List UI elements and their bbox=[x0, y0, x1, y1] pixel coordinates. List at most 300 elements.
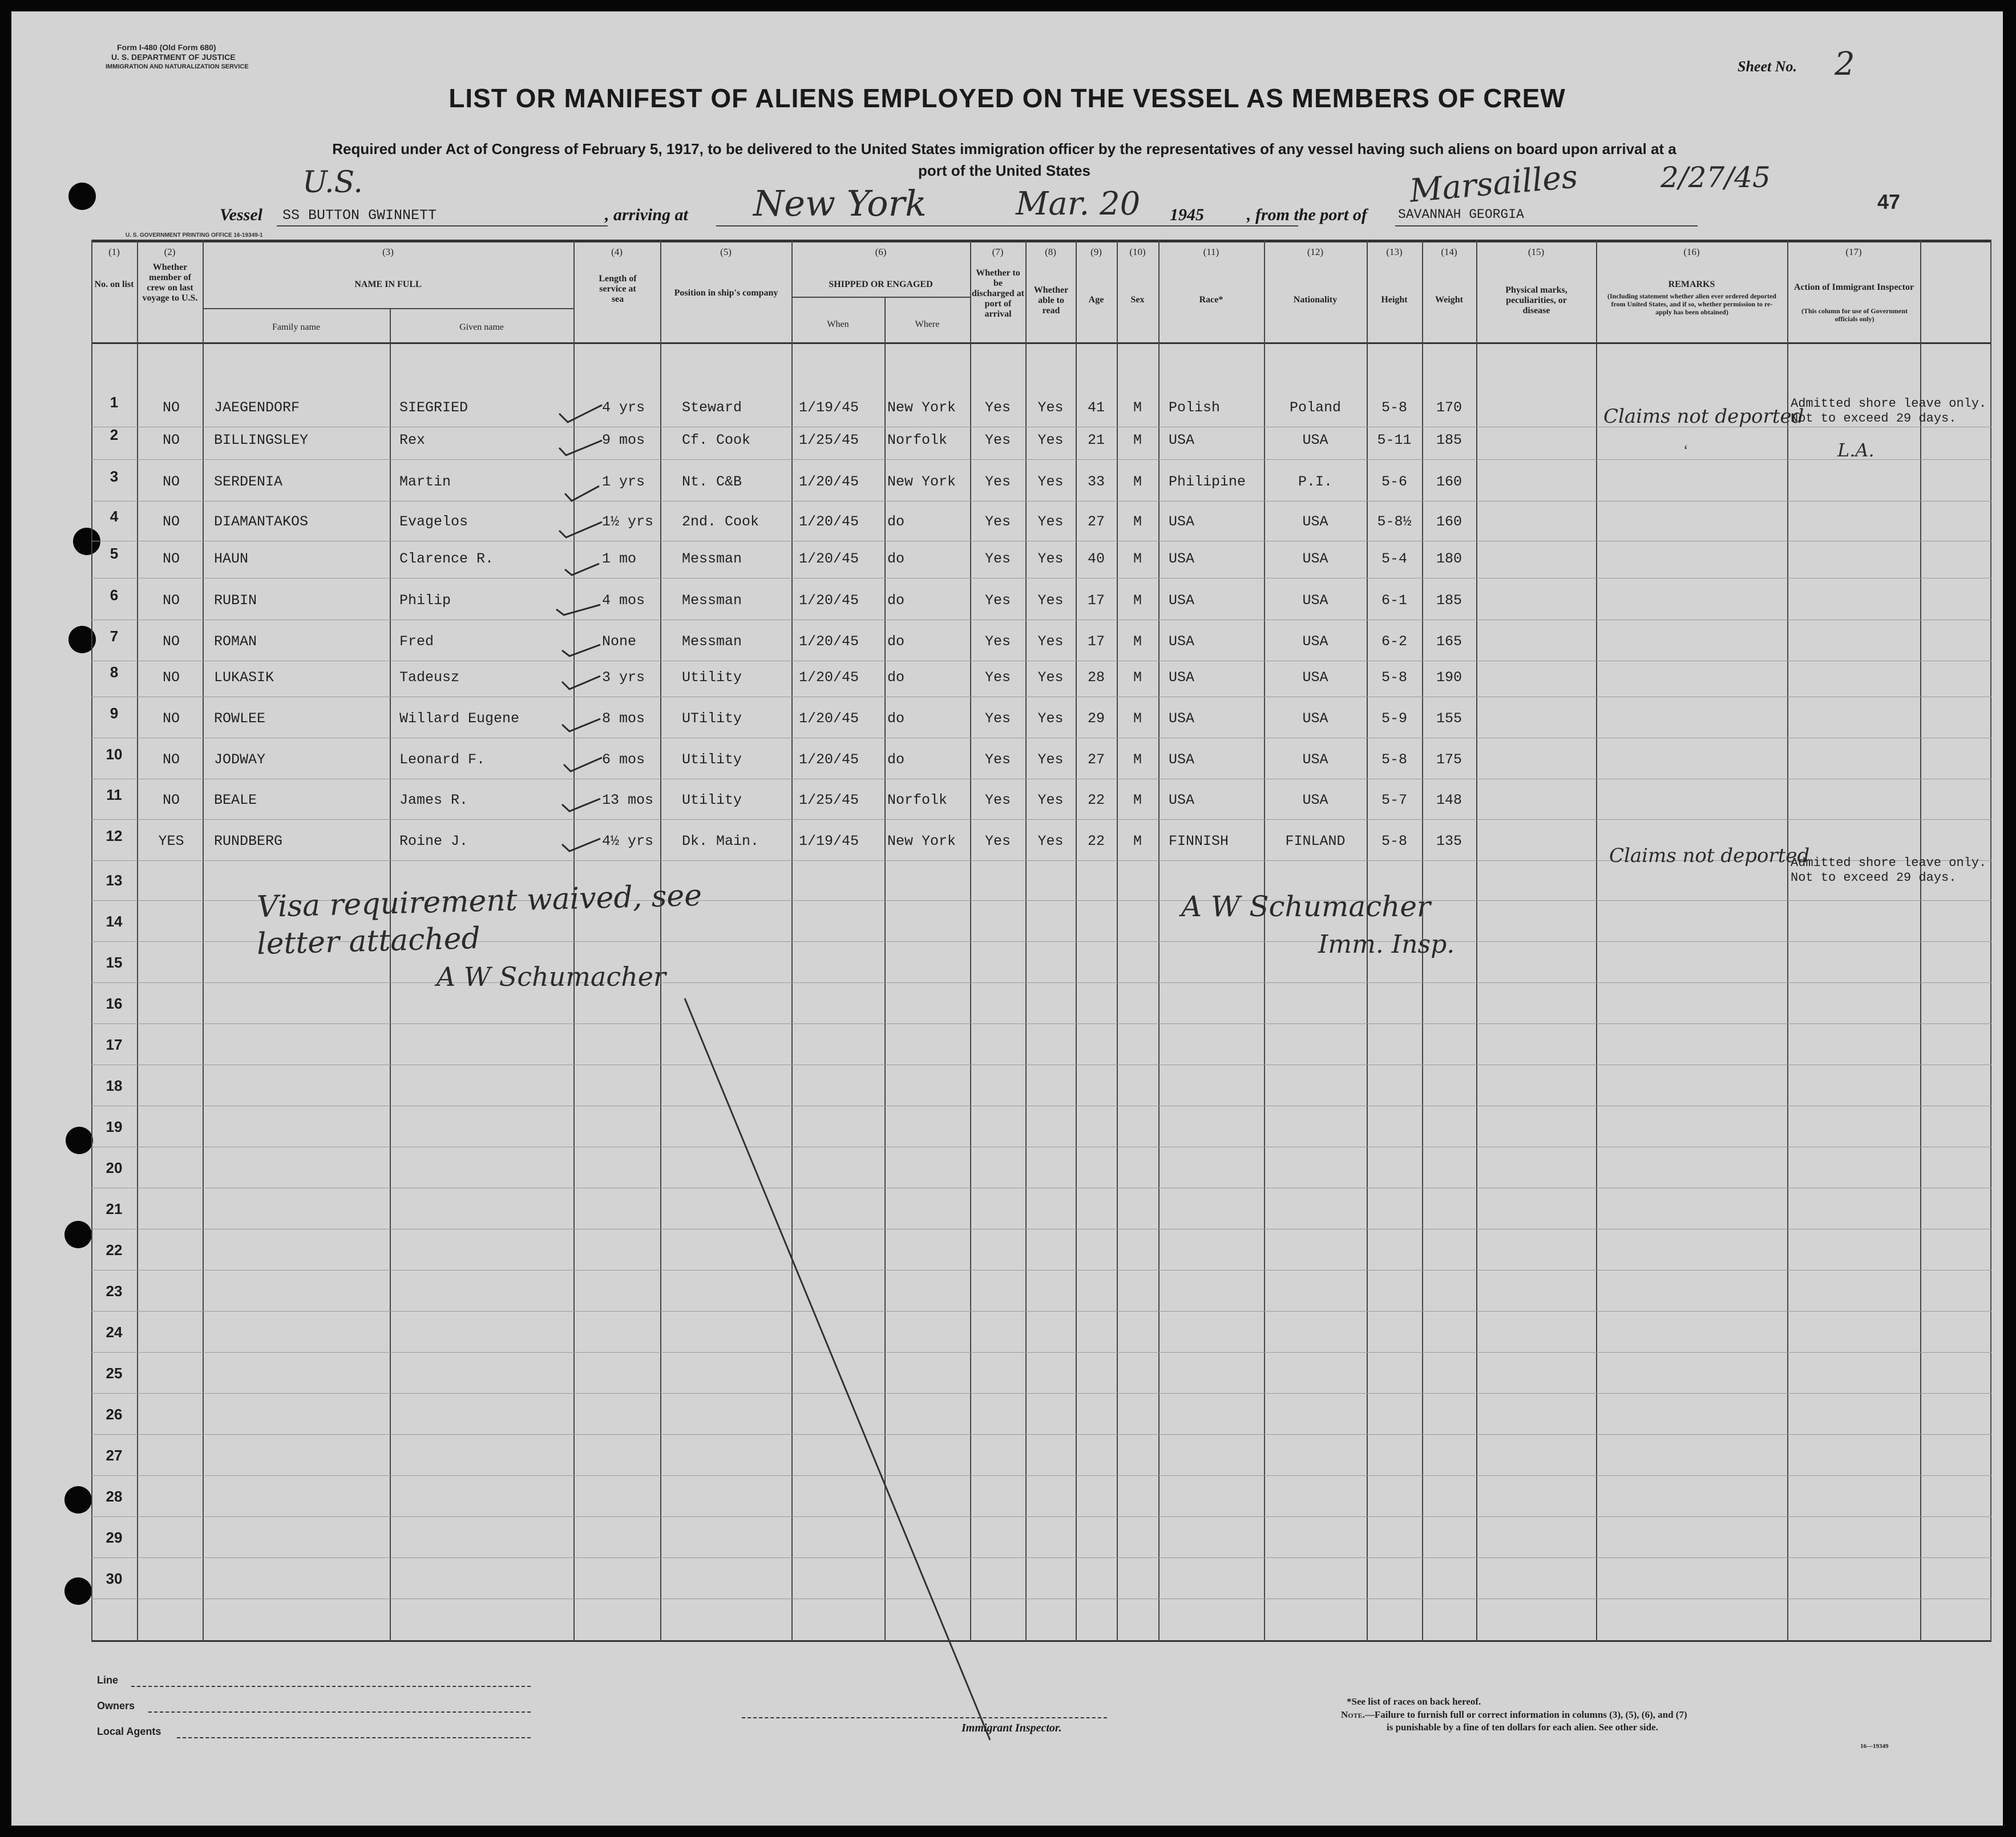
vessel-name: SS BUTTON GWINNETT bbox=[282, 207, 437, 224]
cell-when: 1/20/45 bbox=[799, 710, 859, 727]
column-number: (2) bbox=[164, 246, 176, 257]
from-port: SAVANNAH GEORGIA bbox=[1398, 207, 1524, 222]
row-number: 16 bbox=[106, 995, 123, 1012]
cell-height: 5-8 bbox=[1381, 669, 1407, 686]
cell-race: USA bbox=[1169, 633, 1195, 650]
cell-family: HAUN bbox=[214, 551, 249, 567]
cell-service: 1 yrs bbox=[602, 474, 645, 490]
col-divider bbox=[1990, 240, 1991, 1641]
inspector-title: Imm. Insp. bbox=[1318, 930, 1455, 959]
cell-height: 6-2 bbox=[1381, 633, 1407, 650]
cell-service: 6 mos bbox=[602, 751, 645, 768]
name-subheader-rule bbox=[203, 308, 573, 309]
cell-height: 5-7 bbox=[1381, 792, 1407, 808]
row-number: 25 bbox=[106, 1365, 123, 1382]
cell-race: USA bbox=[1169, 513, 1195, 530]
local-agents-field bbox=[177, 1737, 531, 1739]
col-divider bbox=[1117, 240, 1118, 1641]
pen-stroke bbox=[679, 993, 999, 1746]
cell-discharged: Yes bbox=[984, 633, 1011, 650]
cell-sex: M bbox=[1133, 710, 1142, 727]
row-number: 4 bbox=[110, 508, 119, 525]
cell-last-voyage: NO bbox=[162, 633, 180, 650]
cell-race: USA bbox=[1169, 710, 1195, 727]
column-header-where: Where bbox=[915, 319, 940, 329]
remark-handwritten-row-12: Claims not deported bbox=[1609, 844, 1810, 867]
cell-when: 1/20/45 bbox=[799, 551, 859, 567]
cell-service: 4½ yrs bbox=[602, 833, 654, 849]
cell-height: 6-1 bbox=[1381, 592, 1407, 609]
cell-given: Tadeusz bbox=[399, 669, 460, 686]
cell-service: 8 mos bbox=[602, 710, 645, 727]
column-number: (11) bbox=[1203, 246, 1219, 257]
cell-family: ROWLEE bbox=[214, 710, 266, 727]
cell-service: 4 mos bbox=[602, 592, 645, 609]
cell-race: Polish bbox=[1169, 399, 1221, 416]
cell-nationality: USA bbox=[1302, 551, 1328, 567]
cell-given: Clarence R. bbox=[399, 551, 494, 567]
cell-read: Yes bbox=[1037, 833, 1064, 849]
cell-service: 9 mos bbox=[602, 432, 645, 448]
cell-sex: M bbox=[1133, 592, 1142, 609]
cell-when: 1/20/45 bbox=[799, 592, 859, 609]
col-divider bbox=[203, 240, 204, 1641]
cell-race: USA bbox=[1169, 432, 1195, 448]
cell-last-voyage: NO bbox=[162, 592, 180, 609]
visa-waiver-line-1: Visa requirement waived, see bbox=[256, 878, 702, 925]
row-rule bbox=[91, 1475, 1991, 1476]
col-divider bbox=[1076, 240, 1077, 1641]
action-row-1: Admitted shore leave only. Not to exceed 29 days. bbox=[1791, 396, 1987, 426]
column-header-position: Position in ship's company bbox=[674, 288, 778, 298]
cell-given: Martin bbox=[399, 474, 451, 490]
cell-nationality: USA bbox=[1302, 513, 1328, 530]
arriving-label: , arriving at bbox=[605, 205, 688, 224]
col-divider bbox=[1920, 240, 1921, 1641]
cell-service: 4 yrs bbox=[602, 399, 645, 416]
cell-read: Yes bbox=[1037, 399, 1064, 416]
subtitle-line-1: Required under Act of Congress of February 5, 1917, to be delivered to the United States immigration officer by the representatives of any vessel having such aliens on board upon arrival at a bbox=[332, 140, 1676, 157]
cell-when: 1/25/45 bbox=[799, 432, 859, 448]
cell-when: 1/25/45 bbox=[799, 792, 859, 808]
column-number: (14) bbox=[1441, 246, 1457, 257]
cell-position: UTility bbox=[682, 710, 742, 727]
row-number: 12 bbox=[106, 827, 123, 844]
cell-height: 5-8 bbox=[1381, 751, 1407, 768]
cell-nationality: USA bbox=[1302, 792, 1328, 808]
column-header-name: NAME IN FULL bbox=[354, 280, 422, 289]
cell-position: 2nd. Cook bbox=[682, 513, 759, 530]
cell-where: do bbox=[887, 592, 905, 609]
arrival-year: 1945 bbox=[1170, 205, 1204, 224]
col-divider bbox=[660, 240, 661, 1641]
cell-weight: 160 bbox=[1436, 474, 1462, 490]
cell-nationality: USA bbox=[1302, 432, 1328, 448]
cell-family: RUBIN bbox=[214, 592, 257, 609]
column-header-family-name: Family name bbox=[272, 322, 320, 332]
column-number: (4) bbox=[611, 246, 623, 257]
cell-where: do bbox=[887, 551, 905, 567]
column-number: (12) bbox=[1307, 246, 1324, 257]
row-number: 28 bbox=[106, 1488, 123, 1505]
cell-last-voyage: YES bbox=[158, 833, 184, 849]
sheet-number-label: Sheet No. bbox=[1738, 58, 1797, 75]
cell-last-voyage: NO bbox=[162, 474, 180, 490]
cell-given: SIEGRIED bbox=[399, 399, 468, 416]
column-header-height: Height bbox=[1381, 295, 1408, 305]
cell-weight: 165 bbox=[1436, 633, 1462, 650]
cell-position: Utility bbox=[682, 669, 742, 686]
row-rule bbox=[91, 819, 1991, 820]
cell-where: do bbox=[887, 669, 905, 686]
cell-age: 27 bbox=[1087, 513, 1105, 530]
cell-family: SERDENIA bbox=[214, 474, 283, 490]
row-number: 2 bbox=[110, 426, 119, 443]
cell-service: 3 yrs bbox=[602, 669, 645, 686]
column-header-race: Race* bbox=[1199, 295, 1223, 305]
cell-service: 13 mos bbox=[602, 792, 654, 808]
vessel-annotation: U.S. bbox=[302, 165, 363, 200]
line-field bbox=[131, 1686, 531, 1688]
column-header-remarks: REMARKS bbox=[1668, 280, 1715, 289]
local-agents-label: Local Agents bbox=[97, 1726, 161, 1737]
fine-note-label: Note. bbox=[1341, 1709, 1365, 1720]
cell-read: Yes bbox=[1037, 751, 1064, 768]
cell-age: 27 bbox=[1087, 751, 1105, 768]
column-header-discharged: Whether to be discharged at port of arrival bbox=[972, 268, 1024, 319]
from-port-label: , from the port of bbox=[1247, 205, 1367, 224]
cell-read: Yes bbox=[1037, 633, 1064, 650]
cell-race: FINNISH bbox=[1169, 833, 1229, 849]
row-rule bbox=[91, 1393, 1991, 1394]
form-number: Form I-480 (Old Form 680) bbox=[117, 43, 216, 52]
cell-position: Messman bbox=[682, 633, 742, 650]
column-header-nationality: Nationality bbox=[1293, 295, 1338, 305]
cell-height: 5-8 bbox=[1381, 833, 1407, 849]
col-divider bbox=[390, 308, 391, 1641]
row-rule bbox=[91, 1557, 1991, 1558]
row-number: 7 bbox=[110, 628, 119, 645]
cell-discharged: Yes bbox=[984, 592, 1011, 609]
cell-race: Philipine bbox=[1169, 474, 1246, 490]
cell-nationality: USA bbox=[1302, 710, 1328, 727]
cell-nationality: USA bbox=[1302, 592, 1328, 609]
cell-nationality: FINLAND bbox=[1285, 833, 1346, 849]
cell-height: 5-6 bbox=[1381, 474, 1407, 490]
row-number: 20 bbox=[106, 1159, 123, 1176]
row-rule bbox=[91, 982, 1991, 983]
inspector-signature: A W Schumacher bbox=[1181, 890, 1431, 923]
col-divider bbox=[91, 240, 92, 1641]
col-divider bbox=[1025, 240, 1027, 1641]
arriving-port: New York bbox=[753, 183, 927, 224]
cell-discharged: Yes bbox=[984, 432, 1011, 448]
cell-age: 22 bbox=[1087, 833, 1105, 849]
cell-discharged: Yes bbox=[984, 710, 1011, 727]
cell-when: 1/20/45 bbox=[799, 633, 859, 650]
column-number: (6) bbox=[875, 246, 887, 257]
row-number: 23 bbox=[106, 1282, 123, 1300]
immigrant-inspector-label: Immigrant Inspector. bbox=[961, 1722, 1062, 1734]
cell-last-voyage: NO bbox=[162, 792, 180, 808]
date-note: 2/27/45 bbox=[1661, 161, 1771, 194]
column-header-service: Length of service at sea bbox=[599, 274, 637, 304]
from-port-underline bbox=[1395, 225, 1698, 226]
punch-hole bbox=[68, 183, 96, 210]
cell-age: 17 bbox=[1087, 633, 1105, 650]
cell-last-voyage: NO bbox=[162, 751, 180, 768]
cell-given: Philip bbox=[399, 592, 451, 609]
cell-sex: M bbox=[1133, 669, 1142, 686]
cell-where: Norfolk bbox=[887, 432, 948, 448]
cell-where: do bbox=[887, 633, 905, 650]
cell-last-voyage: NO bbox=[162, 710, 180, 727]
cell-family: DIAMANTAKOS bbox=[214, 513, 309, 530]
col-divider bbox=[137, 240, 138, 1641]
column-number: (16) bbox=[1683, 246, 1700, 257]
column-header-action: Action of Immigrant Inspector bbox=[1793, 282, 1914, 292]
column-header-age: Age bbox=[1088, 295, 1104, 305]
inspector-signature-line bbox=[742, 1717, 1107, 1719]
cell-position: Utility bbox=[682, 792, 742, 808]
col-divider bbox=[1476, 240, 1477, 1641]
punch-hole bbox=[64, 1221, 92, 1248]
row-number: 8 bbox=[110, 663, 119, 681]
cell-where: New York bbox=[887, 399, 956, 416]
column-number: (8) bbox=[1045, 246, 1056, 257]
cell-where: Norfolk bbox=[887, 792, 948, 808]
col-divider bbox=[1264, 240, 1265, 1641]
cell-last-voyage: NO bbox=[162, 399, 180, 416]
cell-family: JODWAY bbox=[214, 751, 266, 768]
cell-age: 40 bbox=[1087, 551, 1105, 567]
cell-given: Rex bbox=[399, 432, 426, 448]
row-number: 27 bbox=[106, 1447, 123, 1464]
cell-age: 21 bbox=[1087, 432, 1105, 448]
cell-race: USA bbox=[1169, 751, 1195, 768]
cell-nationality: P.I. bbox=[1298, 474, 1332, 490]
cell-discharged: Yes bbox=[984, 751, 1011, 768]
row-rule bbox=[91, 459, 1991, 460]
column-number: (3) bbox=[382, 246, 394, 257]
page-subtitle bbox=[97, 138, 1912, 181]
cell-where: do bbox=[887, 751, 905, 768]
cell-when: 1/20/45 bbox=[799, 474, 859, 490]
cell-family: BILLINGSLEY bbox=[214, 432, 309, 448]
column-number: (9) bbox=[1090, 246, 1102, 257]
cell-read: Yes bbox=[1037, 432, 1064, 448]
row-number: 5 bbox=[110, 545, 119, 562]
row-rule bbox=[91, 1023, 1991, 1024]
cell-family: RUNDBERG bbox=[214, 833, 283, 849]
cell-when: 1/19/45 bbox=[799, 833, 859, 849]
row-number: 22 bbox=[106, 1241, 123, 1259]
cell-discharged: Yes bbox=[984, 833, 1011, 849]
cell-age: 28 bbox=[1087, 669, 1105, 686]
cell-weight: 155 bbox=[1436, 710, 1462, 727]
cell-discharged: Yes bbox=[984, 551, 1011, 567]
row-number: 15 bbox=[106, 954, 123, 971]
cell-age: 17 bbox=[1087, 592, 1105, 609]
cell-discharged: Yes bbox=[984, 669, 1011, 686]
cell-sex: M bbox=[1133, 513, 1142, 530]
fine-note-text-1: —Failure to furnish full or correct information in columns (3), (5), (6), and (7) bbox=[1364, 1709, 1687, 1720]
row-number: 21 bbox=[106, 1200, 123, 1217]
column-header-shipped: SHIPPED OR ENGAGED bbox=[829, 280, 933, 289]
cell-height: 5-4 bbox=[1381, 551, 1407, 567]
sheet-number: 2 bbox=[1835, 46, 1855, 83]
row-number: 17 bbox=[106, 1036, 123, 1053]
cell-read: Yes bbox=[1037, 592, 1064, 609]
cell-last-voyage: NO bbox=[162, 513, 180, 530]
cell-age: 22 bbox=[1087, 792, 1105, 808]
cell-weight: 185 bbox=[1436, 432, 1462, 448]
cell-family: BEALE bbox=[214, 792, 257, 808]
row-number: 18 bbox=[106, 1077, 123, 1094]
row-rule bbox=[91, 1311, 1991, 1312]
row-number: 30 bbox=[106, 1570, 123, 1587]
owners-label: Owners bbox=[97, 1700, 135, 1711]
subtitle-line-2: port of the United States bbox=[918, 162, 1090, 179]
cell-given: Fred bbox=[399, 633, 434, 650]
cell-discharged: Yes bbox=[984, 399, 1011, 416]
cell-weight: 148 bbox=[1436, 792, 1462, 808]
column-number: (13) bbox=[1386, 246, 1403, 257]
table-top-rule bbox=[91, 240, 1991, 242]
cell-nationality: USA bbox=[1302, 751, 1328, 768]
cell-service: 1 mo bbox=[602, 551, 637, 567]
cell-service: 1½ yrs bbox=[602, 513, 654, 530]
form-code: 16—19349 bbox=[1860, 1743, 1889, 1750]
column-number: (15) bbox=[1528, 246, 1545, 257]
row-number: 24 bbox=[106, 1324, 123, 1341]
cell-position: Dk. Main. bbox=[682, 833, 759, 849]
cell-read: Yes bbox=[1037, 792, 1064, 808]
cell-where: do bbox=[887, 513, 905, 530]
cell-sex: M bbox=[1133, 432, 1142, 448]
cell-read: Yes bbox=[1037, 669, 1064, 686]
column-header-when: When bbox=[827, 319, 849, 329]
cell-family: JAEGENDORF bbox=[214, 399, 300, 416]
fine-note-continued: is punishable by a fine of ten dollars for each alien. See other side. bbox=[1387, 1722, 1658, 1733]
cell-height: 5-9 bbox=[1381, 710, 1407, 727]
cell-age: 33 bbox=[1087, 474, 1105, 490]
row-number: 19 bbox=[106, 1118, 123, 1135]
race-note: *See list of races on back hereof. bbox=[1347, 1696, 1481, 1707]
cell-position: Cf. Cook bbox=[682, 432, 751, 448]
row-number: 29 bbox=[106, 1529, 123, 1546]
col-divider bbox=[1158, 240, 1159, 1641]
column-number: (17) bbox=[1845, 246, 1862, 257]
service-tick-marks bbox=[548, 388, 605, 879]
arrival-date: Mar. 20 bbox=[1016, 185, 1141, 222]
from-port-handwritten: Marsailles bbox=[1408, 158, 1579, 210]
page-stamp: 47 bbox=[1877, 190, 1901, 213]
cell-family: ROMAN bbox=[214, 633, 257, 650]
department-name: U. S. DEPARTMENT OF JUSTICE bbox=[111, 52, 236, 62]
cell-nationality: USA bbox=[1302, 633, 1328, 650]
owners-field bbox=[148, 1711, 531, 1714]
cell-weight: 170 bbox=[1436, 399, 1462, 416]
cell-race: USA bbox=[1169, 669, 1195, 686]
table-bottom-rule bbox=[91, 1640, 1991, 1642]
row-number: 26 bbox=[106, 1406, 123, 1423]
cell-last-voyage: NO bbox=[162, 551, 180, 567]
cell-read: Yes bbox=[1037, 513, 1064, 530]
column-number: (7) bbox=[992, 246, 1004, 257]
cell-nationality: USA bbox=[1302, 669, 1328, 686]
cell-given: Leonard F. bbox=[399, 751, 486, 768]
cell-age: 41 bbox=[1087, 399, 1105, 416]
cell-race: USA bbox=[1169, 592, 1195, 609]
row-number: 9 bbox=[110, 705, 119, 722]
vessel-label: Vessel bbox=[220, 205, 262, 224]
cell-discharged: Yes bbox=[984, 513, 1011, 530]
punch-hole bbox=[64, 1577, 92, 1605]
cell-position: Messman bbox=[682, 592, 742, 609]
cell-height: 5-8 bbox=[1381, 399, 1407, 416]
cell-race: USA bbox=[1169, 551, 1195, 567]
printing-office: U. S. GOVERNMENT PRINTING OFFICE 16-19349-1 bbox=[126, 232, 263, 238]
col-divider bbox=[1596, 240, 1597, 1641]
cell-age: 29 bbox=[1087, 710, 1105, 727]
cell-weight: 175 bbox=[1436, 751, 1462, 768]
column-number: (5) bbox=[720, 246, 732, 257]
cell-read: Yes bbox=[1037, 551, 1064, 567]
cell-weight: 190 bbox=[1436, 669, 1462, 686]
column-header-weight: Weight bbox=[1435, 295, 1463, 305]
action-row-2: L.A. bbox=[1837, 439, 1874, 461]
row-number: 3 bbox=[110, 468, 119, 485]
cell-sex: M bbox=[1133, 474, 1142, 490]
row-number: 14 bbox=[106, 913, 123, 930]
cell-height: 5-11 bbox=[1377, 432, 1412, 448]
remark-mark: ‘ bbox=[1683, 442, 1688, 459]
column-header-sex: Sex bbox=[1130, 295, 1145, 305]
cell-where: New York bbox=[887, 474, 956, 490]
cell-race: USA bbox=[1169, 792, 1195, 808]
cell-given: Willard Eugene bbox=[399, 710, 520, 727]
cell-read: Yes bbox=[1037, 710, 1064, 727]
cell-position: Nt. C&B bbox=[682, 474, 742, 490]
service-name: IMMIGRATION AND NATURALIZATION SERVICE bbox=[106, 63, 249, 70]
action-row-12: Admitted shore leave only. Not to exceed 29 days. bbox=[1791, 856, 1987, 885]
cell-where: New York bbox=[887, 833, 956, 849]
column-header-able-to-read: Whether able to read bbox=[1033, 285, 1069, 315]
row-number: 10 bbox=[106, 746, 123, 763]
remark-handwritten-row-1: Claims not deported bbox=[1603, 405, 1804, 428]
arriving-underline bbox=[716, 225, 1298, 226]
cell-sex: M bbox=[1133, 792, 1142, 808]
cell-given: Roine J. bbox=[399, 833, 468, 849]
cell-when: 1/19/45 bbox=[799, 399, 859, 416]
shipped-subheader-rule bbox=[791, 297, 970, 298]
cell-weight: 135 bbox=[1436, 833, 1462, 849]
cell-position: Utility bbox=[682, 751, 742, 768]
row-number: 13 bbox=[106, 872, 123, 889]
cell-when: 1/20/45 bbox=[799, 751, 859, 768]
page-title: LIST OR MANIFEST OF ALIENS EMPLOYED ON THE VESSEL AS MEMBERS OF CREW bbox=[449, 83, 1566, 113]
column-header-no: No. on list bbox=[94, 280, 134, 289]
column-header-given-name: Given name bbox=[459, 322, 504, 332]
cell-last-voyage: NO bbox=[162, 669, 180, 686]
line-label: Line bbox=[97, 1674, 119, 1686]
row-rule bbox=[91, 1434, 1991, 1435]
cell-sex: M bbox=[1133, 551, 1142, 567]
column-header-remarks-detail: (Including statement whether alien ever ordered deported from United States, and if so, whether permission to re-apply has been obtained) bbox=[1607, 292, 1776, 316]
cell-given: Evagelos bbox=[399, 513, 468, 530]
column-number: (1) bbox=[108, 246, 120, 257]
